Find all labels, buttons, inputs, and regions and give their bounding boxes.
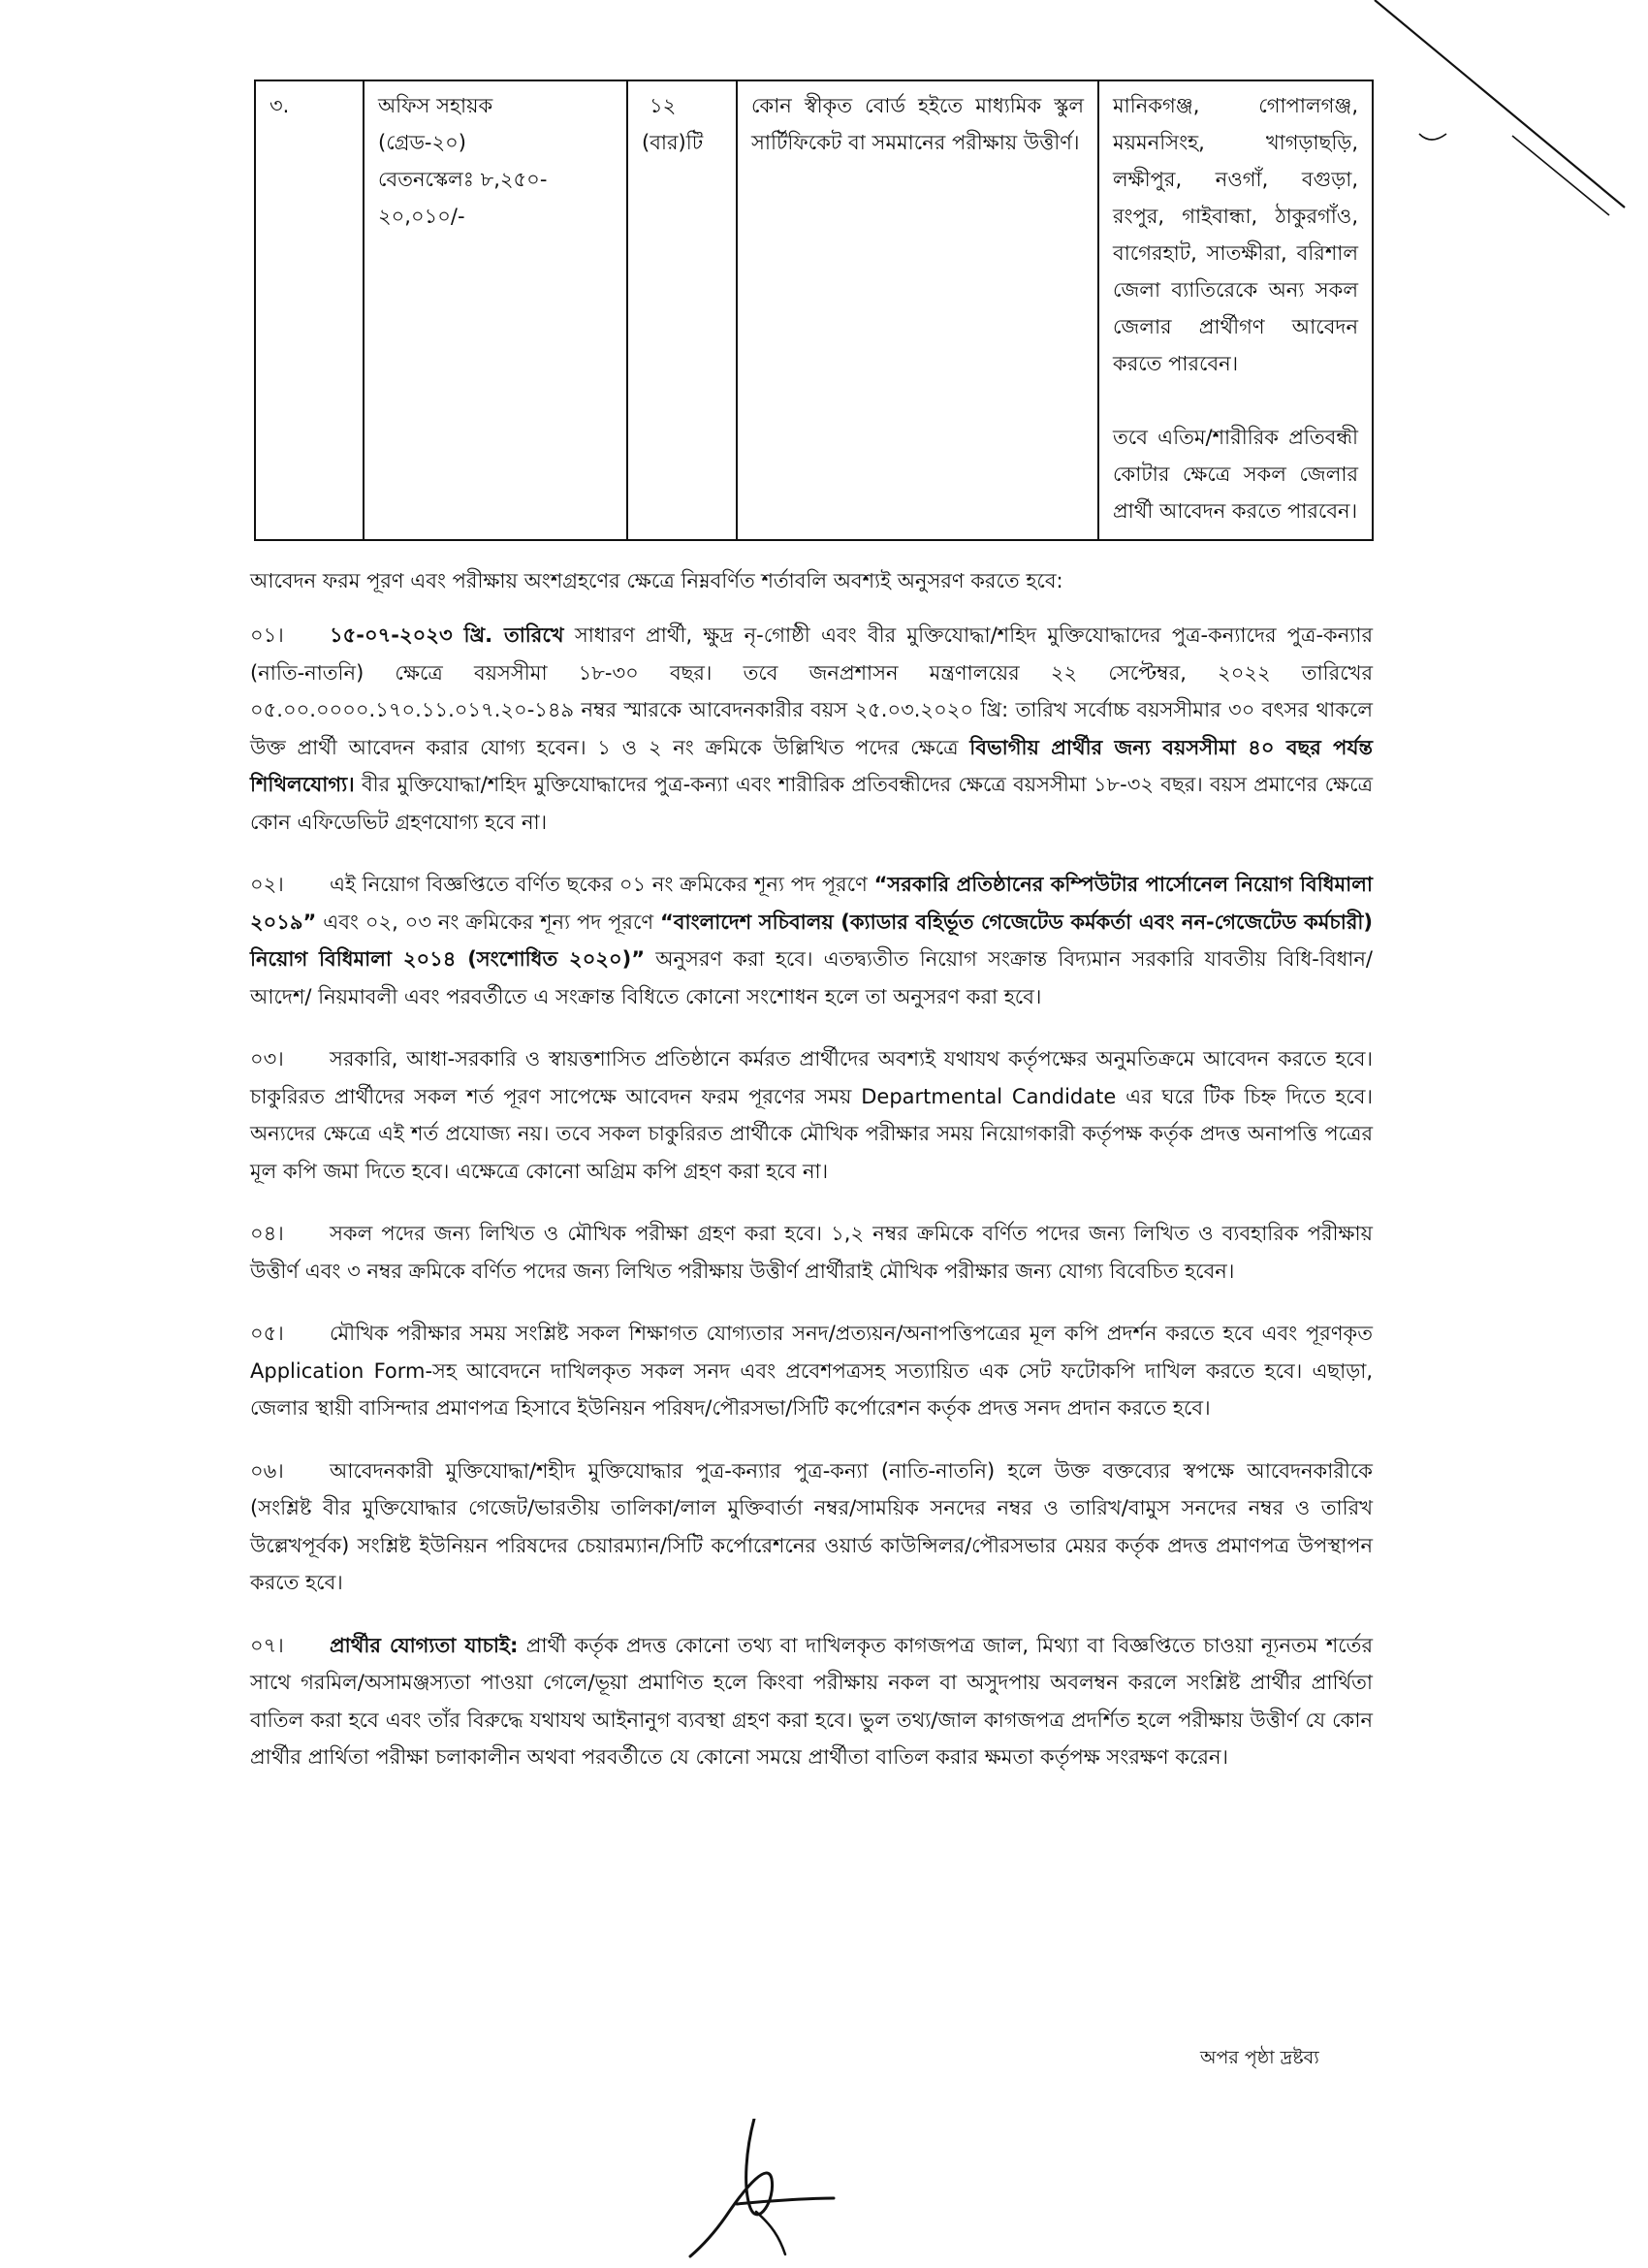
condition-text: সাধারণ প্রার্থী, ক্ষুদ্র নৃ-গোষ্ঠী এবং বীর মুক্তিযোদ্ধা/শহিদ মুক্তিযোদ্ধাদের পুত্র-কন্যাদের পুত্র-কন্যার (নাতি-নাতনি) ক্ষেত্রে বয়সসীমা ১৮-৩০ বছর। তবে জনপ্রশাসন মন্ত্রণালয়ের ২২ সেপ্টেম্বর, ২০২২ তারিখের ০৫.০০.০০০০.১৭০.১১.০১৭.২০-১৪৯ নম্বর স্মারকে আবেদনকারীর বয়স ২৫.০৩.২০২০ খ্রি: তারিখ সর্বোচ্চ বয়সসীমার ৩০ বৎসর থাকলে উক্ত প্রার্থী আবেদন করার যোগ্য হবেন। ১ ও ২ নং ক্রমিকে উল্লিখিত পদের ক্ষেত্রে [250,623,1373,759]
condition-bold-text: “সরকারি প্রতিষ্ঠানের কম্পিউটার পার্সোনেল নিয়োগ বিধিমালা ২০১৯” [250,873,1373,934]
condition-item [250,1627,1373,1776]
scan-curve-mark [1419,134,1446,140]
condition-number: ০৪। [250,1222,284,1245]
condition-item [250,1040,1373,1190]
condition-item [250,617,1373,841]
post-count-words: (বার)টি [642,131,704,154]
qualification-text: কোন স্বীকৃত বোর্ড হইতে মাধ্যমিক স্কুল সার্টিফিকেট বা সমমানের পরীক্ষায় উত্তীর্ণ। [751,94,1084,154]
condition-text: অনুসরণ করা হবে। এতদ্ব্যতীত নিয়োগ সংক্রান্ত বিদ্যমান সরকারি যাবতীয় বিধি-বিধান/আদেশ/ নিয়মাবলী এবং পরবর্তীতে এ সংক্রান্ত বিধিতে কোনো সংশোধন হলে তা অনুসরণ করা হবে। [250,947,1373,1008]
condition-text: সরকারি, আধা-সরকারি ও স্বায়ত্তশাসিত প্রতিষ্ঠানে কর্মরত প্রার্থীদের অবশ্যই যথাযথ কর্তৃপক্ষের অনুমতিক্রমে আবেদন করতে হবে। চাকুরিরত প্রার্থীদের সকল শর্ত পূরণ সাপেক্ষে আবেদন ফরম পূরণের সময় Departmental Candidate এর ঘরে টিক চিহ্ন দিতে হবে। অন্যদের ক্ষেত্রে এই শর্ত প্রযোজ্য নয়। তবে সকল চাকুরিরত প্রার্থীকে মৌখিক পরীক্ষার সময় নিয়োগকারী কর্তৃপক্ষ কর্তৃক প্রদত্ত অনাপত্তি পত্রের মূল কপি জমা দিতে হবে। এক্ষেত্রে কোনো অগ্রিম কপি গ্রহণ করা হবে না। [250,1047,1373,1183]
districts-note: তবে এতিম/শারীরিক প্রতিবন্ধী কোটার ক্ষেত্রে সকল জেলার প্রার্থী আবেদন করতে পারবেন। [1113,426,1358,523]
serial-number: ৩. [269,94,290,117]
conditions-list [250,617,1373,1802]
condition-bold-text: ১৫-০৭-২০২৩ খ্রি. তারিখে [330,623,564,647]
post-count: ১২ [650,94,677,117]
districts-text: মানিকগঞ্জ, গোপালগঞ্জ, ময়মনসিংহ, খাগড়াছড়ি, লক্ষীপুর, নওগাঁ, বগুড়া, রংপুর, গাইবান্ধা, ঠাকুরগাঁও, বাগেরহাট, সাতক্ষীরা, বরিশাল জেলা ব্যাতিরেকে অন্য সকল জেলার প্রার্থীগণ আবেদন করতে পারবেন। [1113,94,1358,375]
post-title: অফিস সহায়ক [378,94,493,117]
post-pay-scale: বেতনস্কেলঃ ৮,২৫০- [378,168,548,191]
conditions-intro: আবেদন ফরম পূরণ এবং পরীক্ষায় অংশগ্রহণের ক্ষেত্রে নিম্নবর্ণিত শর্তাবলি অবশ্যই অনুসরণ করতে হবে: [250,569,1063,592]
condition-text: বীর মুক্তিযোদ্ধা/শহিদ মুক্তিযোদ্ধাদের পুত্র-কন্যা এবং শারীরিক প্রতিবন্ধীদের ক্ষেত্রে বয়সসীমা ১৮-৩২ বছর। বয়স প্রমাণের ক্ষেত্রে কোন এফিডেভিট গ্রহণযোগ্য হবে না। [250,773,1373,834]
table-row [255,80,1373,540]
next-page-note: অপর পৃষ্ঠা দ্রষ্টব্য [1200,2047,1319,2068]
condition-item [250,1215,1373,1290]
scan-diagonal-line-2 [1512,136,1609,215]
condition-text: এই নিয়োগ বিজ্ঞপ্তিতে বর্ণিত ছকের ০১ নং ক্রমিকের শূন্য পদ পূরণে [330,873,874,896]
condition-bold-text: বিভাগীয় প্রার্থীর জন্য বয়সসীমা ৪০ বছর পর্যন্ত শিথিলযোগ্য। [250,735,1373,796]
post-cell [364,80,627,540]
condition-number: ০৫। [250,1322,284,1345]
handwritten-signature [679,2119,872,2259]
condition-item [250,1315,1373,1427]
post-grade: (গ্রেড-২০) [378,131,466,154]
count-cell [627,80,737,540]
condition-item [250,1453,1373,1602]
job-vacancy-table [254,80,1374,541]
condition-text: সকল পদের জন্য লিখিত ও মৌখিক পরীক্ষা গ্রহণ করা হবে। ১,২ নম্বর ক্রমিকে বর্ণিত পদের জন্য লিখিত ও ব্যবহারিক পরীক্ষায় উত্তীর্ণ এবং ৩ নম্বর ক্রমিকে বর্ণিত পদের জন্য লিখিত পরীক্ষায় উত্তীর্ণ প্রার্থীরাই মৌখিক পরীক্ষার জন্য যোগ্য বিবেচিত হবেন। [250,1222,1373,1283]
condition-number: ০২। [250,873,284,896]
condition-text: আবেদনকারী মুক্তিযোদ্ধা/শহীদ মুক্তিযোদ্ধার পুত্র-কন্যার পুত্র-কন্যা (নাতি-নাতনি) হলে উক্ত বক্তব্যের স্বপক্ষে আবেদনকারীকে (সংশ্লিষ্ট বীর মুক্তিযোদ্ধার গেজেট/ভারতীয় তালিকা/লাল মুক্তিবার্তা নম্বর/সাময়িক সনদের নম্বর ও তারিখ/বামুস সনদের নম্বর ও তারিখ উল্লেখপূর্বক) সংশ্লিষ্ট ইউনিয়ন পরিষদের চেয়ারম্যান/সিটি কর্পোরেশনের ওয়ার্ড কাউন্সিলর/পৌরসভার মেয়র কর্তৃক প্রদত্ত প্রমাণপত্র উপস্থাপন করতে হবে। [250,1458,1373,1594]
districts-cell [1098,80,1373,540]
condition-number: ০১। [250,623,284,647]
scan-diagonal-line-1 [1375,0,1625,208]
condition-bold-text: প্রার্থীর যোগ্যতা যাচাই: [330,1633,519,1657]
condition-number: ০৩। [250,1047,284,1070]
condition-text: এবং ০২, ০৩ নং ক্রমিকের শূন্য পদ পূরণে [316,910,660,934]
condition-text: প্রার্থী কর্তৃক প্রদত্ত কোনো তথ্য বা দাখিলকৃত কাগজপত্র জাল, মিথ্যা বা বিজ্ঞপ্তিতে চাওয়া ন্যূনতম শর্তের সাথে গরমিল/অসামঞ্জস্যতা পাওয়া গেলে/ভূয়া প্রমাণিত হলে কিংবা পরীক্ষায় নকল বা অসুদপায় অবলম্বন করলে সংশ্লিষ্ট প্রার্থীর প্রার্থিতা বাতিল করা হবে এবং তাঁর বিরুদ্ধে যথাযথ আইনানুগ ব্যবস্থা গ্রহণ করা হবে। ভুল তথ্য/জাল কাগজপত্র প্রদর্শিত হলে পরীক্ষায় উত্তীর্ণ যে কোন প্রার্থীর প্রার্থিতা পরীক্ষা চলাকালীন অথবা পরবর্তীতে যে কোনো সময়ে প্রার্থীতা বাতিল করার ক্ষমতা কর্তৃপক্ষ সংরক্ষণ করেন। [250,1633,1373,1769]
qualification-cell [737,80,1098,540]
post-pay-scale-end: ২০,০১০/- [378,205,465,228]
serial-cell [255,80,364,540]
condition-bold-text: “বাংলাদেশ সচিবালয় (ক্যাডার বহির্ভূত গেজেটেড কর্মকর্তা এবং নন-গেজেটেড কর্মচারী) নিয়োগ বিধিমালা ২০১৪ (সংশোধিত ২০২০)” [250,910,1374,971]
condition-number: ০৬। [250,1458,284,1483]
condition-text: মৌখিক পরীক্ষার সময় সংশ্লিষ্ট সকল শিক্ষাগত যোগ্যতার সনদ/প্রত্যয়ন/অনাপত্তিপত্রের মূল কপি প্রদর্শন করতে হবে এবং পূরণকৃত Application Form-সহ আবেদনে দাখিলকৃত সকল সনদ এবং প্রবেশপত্রসহ সত্যায়িত এক সেট ফটোকপি দাখিল করতে হবে। এছাড়া, জেলার স্থায়ী বাসিন্দার প্রমাণপত্র হিসাবে ইউনিয়ন পরিষদ/পৌরসভা/সিটি কর্পোরেশন কর্তৃক প্রদত্ত সনদ প্রদান করতে হবে। [250,1322,1373,1420]
condition-item [250,866,1373,1015]
condition-number: ০৭। [250,1633,284,1657]
